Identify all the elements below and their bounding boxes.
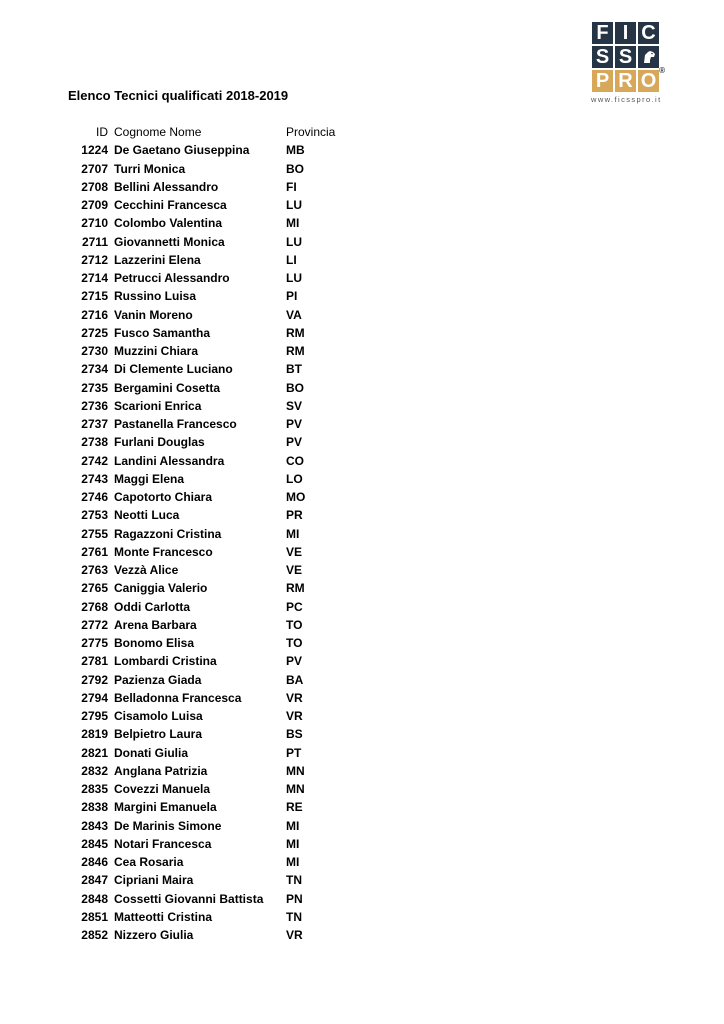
cell-name: Bonomo Elisa xyxy=(114,636,195,650)
cell-province: BT xyxy=(286,362,302,377)
cell-province: MN xyxy=(286,763,305,778)
cell-id: 2765 xyxy=(81,581,108,596)
cell-id: 2716 xyxy=(81,307,108,322)
cell-province: RM xyxy=(286,344,305,358)
logo-letter-i: I xyxy=(615,22,636,44)
cell-province: MO xyxy=(286,490,306,504)
technicians-table xyxy=(66,123,346,944)
cell-name: Covezzi Manuela xyxy=(114,782,211,796)
table-row xyxy=(66,817,346,835)
cell-name: Oddi Carlotta xyxy=(114,599,191,614)
table-row xyxy=(66,725,346,743)
cell-province: TN xyxy=(286,873,302,888)
header-id: ID xyxy=(96,125,108,139)
cell-name: Furlani Douglas xyxy=(114,435,205,450)
cell-id: 2847 xyxy=(81,873,108,888)
cell-name: Bellini Alessandro xyxy=(114,179,219,194)
cell-province: VR xyxy=(286,690,303,705)
logo-letter-c: C xyxy=(638,22,659,44)
cell-province: LU xyxy=(286,271,302,285)
cell-province: VR xyxy=(286,928,303,942)
table-row xyxy=(66,634,346,652)
logo-letter-r: R xyxy=(615,70,636,92)
table-row xyxy=(66,543,346,561)
table-row xyxy=(66,561,346,579)
cell-province: PR xyxy=(286,508,303,523)
cell-name: Muzzini Chiara xyxy=(114,344,199,358)
cell-name: Lazzerini Elena xyxy=(114,252,201,267)
cell-province: BO xyxy=(286,161,304,176)
cell-name: Turri Monica xyxy=(114,161,186,176)
cell-name: Belladonna Francesca xyxy=(114,690,242,705)
table-row xyxy=(66,525,346,543)
cell-name: Belpietro Laura xyxy=(114,727,203,742)
cell-id: 2712 xyxy=(81,252,108,267)
cell-name: Lombardi Cristina xyxy=(114,654,217,669)
cell-id: 2843 xyxy=(81,818,108,833)
cell-province: MI xyxy=(286,818,300,833)
table-row xyxy=(66,616,346,634)
cell-id: 2763 xyxy=(81,563,108,577)
cell-name: Maggi Elena xyxy=(114,471,185,486)
cell-name: Vanin Moreno xyxy=(114,307,193,322)
cell-id: 2711 xyxy=(81,234,108,249)
cell-name: Di Clemente Luciano xyxy=(114,362,233,377)
cell-province: CO xyxy=(286,453,304,468)
cell-province: VA xyxy=(286,307,302,322)
cell-province: VR xyxy=(286,709,303,723)
cell-name: Russino Luisa xyxy=(114,289,197,304)
cell-id: 2736 xyxy=(81,398,108,413)
cell-id: 2794 xyxy=(81,690,108,705)
cell-name: Bergamini Cosetta xyxy=(114,380,221,395)
table-row xyxy=(66,671,346,689)
cell-name: Cisamolo Luisa xyxy=(114,709,203,723)
table-row xyxy=(66,908,346,926)
cell-province: MI xyxy=(286,855,300,869)
cell-id: 2819 xyxy=(81,727,108,742)
table-row xyxy=(66,488,346,506)
cell-province: RM xyxy=(286,581,305,596)
table-row xyxy=(66,433,346,451)
table-row xyxy=(66,251,346,269)
cell-name: Anglana Patrizia xyxy=(114,763,208,778)
cell-id: 2781 xyxy=(81,654,108,669)
cell-name: Matteotti Cristina xyxy=(114,909,213,924)
cell-name: Colombo Valentina xyxy=(114,216,223,231)
cell-id: 2742 xyxy=(81,453,108,468)
cell-id: 2743 xyxy=(81,471,108,486)
table-row xyxy=(66,707,346,725)
table-row xyxy=(66,689,346,707)
cell-id: 2738 xyxy=(81,435,108,450)
document-title: Elenco Tecnici qualificati 2018-2019 xyxy=(68,88,289,103)
table-row xyxy=(66,415,346,433)
cell-id: 2761 xyxy=(81,544,108,559)
cell-province: PV xyxy=(286,435,303,450)
logo-dog-icon xyxy=(638,46,659,68)
cell-province: MI xyxy=(286,216,300,231)
table-row xyxy=(66,652,346,670)
cell-name: Monte Francesco xyxy=(114,544,213,559)
table-row xyxy=(66,160,346,178)
cell-id: 2737 xyxy=(81,417,108,431)
cell-province: MB xyxy=(286,143,305,158)
cell-province: LI xyxy=(286,252,297,267)
cell-name: Landini Alessandra xyxy=(114,453,225,468)
cell-name: De Marinis Simone xyxy=(114,818,222,833)
cell-province: PI xyxy=(286,289,298,304)
logo-letter-s1: S xyxy=(592,46,613,68)
table-row xyxy=(66,287,346,305)
cell-id: 2848 xyxy=(81,891,108,906)
cell-province: BA xyxy=(286,672,304,687)
table-row xyxy=(66,196,346,214)
ficsspro-logo xyxy=(588,22,668,104)
cell-name: Giovannetti Monica xyxy=(114,234,225,249)
cell-name: Arena Barbara xyxy=(114,617,197,632)
table-row xyxy=(66,342,346,360)
logo-letter-s2: S xyxy=(615,46,636,68)
cell-province: LU xyxy=(286,198,302,212)
cell-province: RE xyxy=(286,800,303,815)
cell-name: Cecchini Francesca xyxy=(114,198,227,212)
cell-id: 2715 xyxy=(81,289,108,304)
table-body xyxy=(66,141,346,944)
cell-id: 2709 xyxy=(81,198,108,212)
table-header-row xyxy=(66,123,346,141)
cell-id: 2707 xyxy=(81,161,108,176)
cell-name: Fusco Samantha xyxy=(114,325,211,340)
table-row xyxy=(66,506,346,524)
cell-name: Donati Giulia xyxy=(114,745,189,760)
cell-province: TN xyxy=(286,909,302,924)
cell-province: BS xyxy=(286,727,303,742)
cell-province: VE xyxy=(286,563,303,577)
table-row xyxy=(66,853,346,871)
table-row xyxy=(66,871,346,889)
cell-id: 2734 xyxy=(81,362,108,377)
cell-id: 2851 xyxy=(81,909,108,924)
cell-id: 2821 xyxy=(81,745,108,760)
cell-name: Scarioni Enrica xyxy=(114,398,202,413)
cell-province: TO xyxy=(286,617,303,632)
cell-province: LO xyxy=(286,471,303,486)
cell-name: Ragazzoni Cristina xyxy=(114,526,222,541)
cell-id: 2835 xyxy=(81,782,108,796)
table-row xyxy=(66,269,346,287)
cell-id: 2852 xyxy=(81,928,108,942)
cell-name: Cea Rosaria xyxy=(114,855,184,869)
table-row xyxy=(66,798,346,816)
cell-province: MI xyxy=(286,526,300,541)
header-name: Cognome Nome xyxy=(114,125,202,139)
table-row xyxy=(66,324,346,342)
cell-name: Caniggia Valerio xyxy=(114,581,208,596)
table-row xyxy=(66,470,346,488)
cell-name: Pazienza Giada xyxy=(114,672,202,687)
cell-province: SV xyxy=(286,398,303,413)
table-row xyxy=(66,762,346,780)
cell-name: Cipriani Maira xyxy=(114,873,194,888)
cell-name: De Gaetano Giuseppina xyxy=(114,143,250,158)
table-row xyxy=(66,598,346,616)
cell-province: MI xyxy=(286,836,300,851)
table-row xyxy=(66,214,346,232)
table-row xyxy=(66,379,346,397)
cell-province: RM xyxy=(286,325,305,340)
table-row xyxy=(66,360,346,378)
cell-id: 2768 xyxy=(81,599,108,614)
logo-letter-f: F xyxy=(592,22,613,44)
cell-id: 2845 xyxy=(81,836,108,851)
cell-name: Petrucci Alessandro xyxy=(114,271,230,285)
cell-id: 1224 xyxy=(81,143,108,158)
cell-name: Nizzero Giulia xyxy=(114,928,194,942)
table-row xyxy=(66,233,346,251)
table-row xyxy=(66,744,346,762)
cell-id: 2755 xyxy=(81,526,108,541)
cell-province: TO xyxy=(286,636,303,650)
cell-province: BO xyxy=(286,380,304,395)
cell-province: PV xyxy=(286,417,303,431)
cell-id: 2832 xyxy=(81,763,108,778)
table-row xyxy=(66,835,346,853)
cell-id: 2846 xyxy=(81,855,108,869)
cell-name: Vezzà Alice xyxy=(114,563,179,577)
logo-url: www.ficsspro.it xyxy=(591,95,662,104)
table-row xyxy=(66,780,346,798)
cell-name: Pastanella Francesco xyxy=(114,417,237,431)
cell-id: 2714 xyxy=(81,271,108,285)
cell-id: 2746 xyxy=(81,490,108,504)
table-row xyxy=(66,178,346,196)
logo-letter-p: P xyxy=(592,70,613,92)
table-row xyxy=(66,579,346,597)
table-row xyxy=(66,141,346,159)
cell-name: Neotti Luca xyxy=(114,508,180,523)
cell-name: Cossetti Giovanni Battista xyxy=(114,891,264,906)
cell-name: Capotorto Chiara xyxy=(114,490,213,504)
table-row xyxy=(66,890,346,908)
cell-id: 2795 xyxy=(81,709,108,723)
table-header xyxy=(66,123,346,141)
cell-id: 2753 xyxy=(81,508,108,523)
cell-id: 2735 xyxy=(81,380,108,395)
cell-name: Notari Francesca xyxy=(114,836,212,851)
cell-province: PT xyxy=(286,745,302,760)
table-row xyxy=(66,452,346,470)
cell-id: 2838 xyxy=(81,800,108,815)
cell-province: PC xyxy=(286,599,303,614)
cell-id: 2708 xyxy=(81,179,108,194)
cell-id: 2775 xyxy=(81,636,108,650)
cell-province: PV xyxy=(286,654,303,669)
logo-letter-o: O ® xyxy=(638,70,659,92)
table-row xyxy=(66,306,346,324)
cell-province: FI xyxy=(286,179,297,194)
cell-id: 2725 xyxy=(81,325,108,340)
cell-province: VE xyxy=(286,544,303,559)
cell-id: 2792 xyxy=(81,672,108,687)
table-row xyxy=(66,926,346,944)
cell-province: PN xyxy=(286,891,303,906)
header-province: Provincia xyxy=(286,125,336,139)
cell-province: LU xyxy=(286,234,302,249)
cell-id: 2730 xyxy=(81,344,108,358)
cell-name: Margini Emanuela xyxy=(114,800,217,815)
logo-mark xyxy=(592,22,668,92)
cell-province: MN xyxy=(286,782,305,796)
cell-id: 2710 xyxy=(81,216,108,231)
table-row xyxy=(66,397,346,415)
cell-id: 2772 xyxy=(81,617,108,632)
